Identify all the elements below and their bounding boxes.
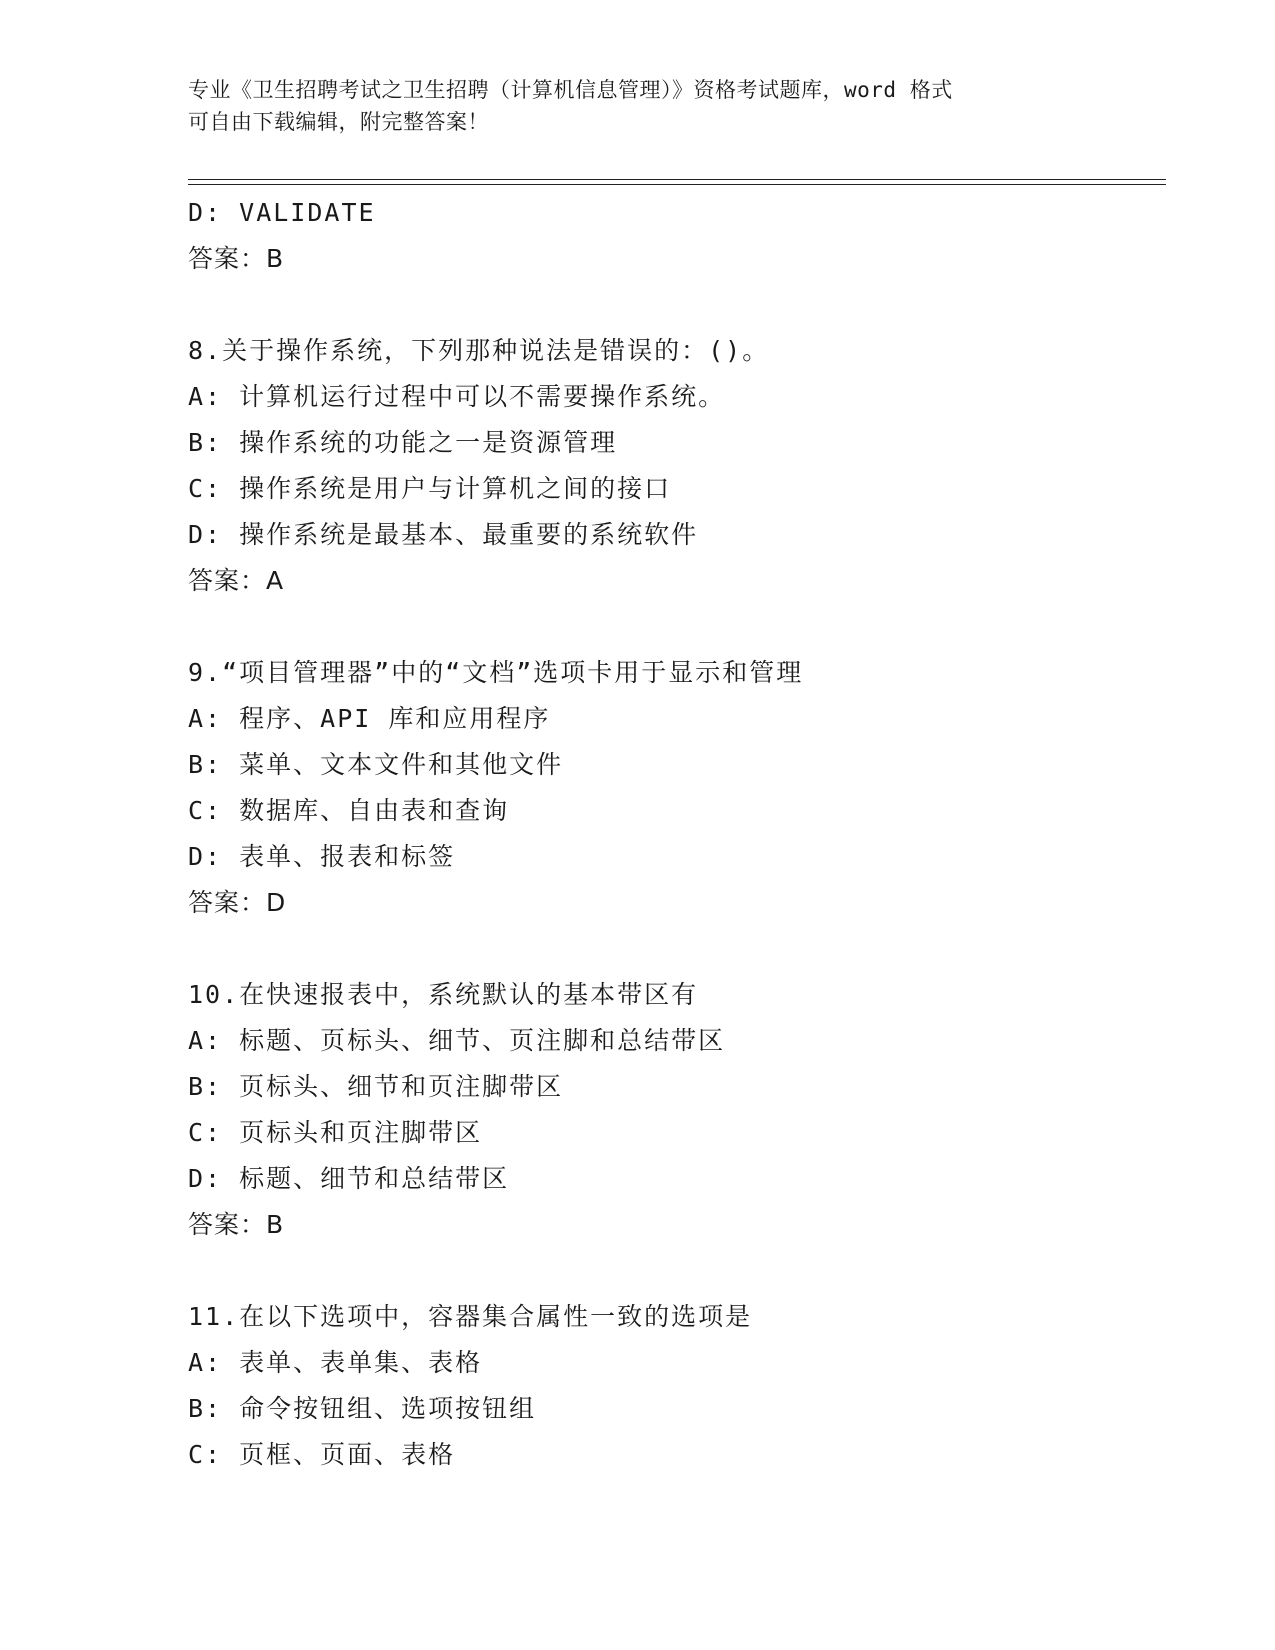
question-stem: 10.在快速报表中，系统默认的基本带区有	[188, 980, 699, 1009]
header-title-line-2: 可自由下载编辑，附完整答案！	[188, 110, 489, 134]
option-c: C: 操作系统是用户与计算机之间的接口	[188, 474, 672, 503]
spacer	[188, 604, 1168, 650]
question-stem: 9.“项目管理器”中的“文档”选项卡用于显示和管理	[188, 658, 804, 687]
option-b: B: 菜单、文本文件和其他文件	[188, 750, 564, 779]
question-10	[188, 972, 1168, 1248]
option-b: B: 操作系统的功能之一是资源管理	[188, 428, 618, 457]
spacer	[188, 282, 1168, 328]
spacer	[188, 1248, 1168, 1294]
answer-line: 答案：A	[188, 566, 285, 595]
header-title-line-1: 专业《卫生招聘考试之卫生招聘（计算机信息管理）》资格考试题库，word 格式	[188, 78, 953, 102]
option-a: A: 标题、页标头、细节、页注脚和总结带区	[188, 1026, 726, 1055]
question-list	[188, 190, 1168, 1478]
option-d: D: 操作系统是最基本、最重要的系统软件	[188, 520, 699, 549]
option-a: A: 程序、API 库和应用程序	[188, 704, 551, 733]
document-header	[188, 74, 1068, 138]
option-c: C: 数据库、自由表和查询	[188, 796, 510, 825]
question-7-answer: 答案：B	[188, 244, 285, 273]
question-11	[188, 1294, 1168, 1478]
option-a: A: 表单、表单集、表格	[188, 1348, 483, 1377]
option-d: D: 表单、报表和标签	[188, 842, 456, 871]
option-a: A: 计算机运行过程中可以不需要操作系统。	[188, 382, 726, 411]
question-stem: 11.在以下选项中，容器集合属性一致的选项是	[188, 1302, 753, 1331]
question-9	[188, 650, 1168, 926]
answer-line: 答案：B	[188, 1210, 285, 1239]
option-c: C: 页标头和页注脚带区	[188, 1118, 483, 1147]
option-b: B: 页标头、细节和页注脚带区	[188, 1072, 564, 1101]
option-b: B: 命令按钮组、选项按钮组	[188, 1394, 537, 1423]
answer-line: 答案：D	[188, 888, 287, 917]
question-8	[188, 328, 1168, 604]
question-7-option-d: D: VALIDATE	[188, 198, 376, 227]
header-divider-bottom	[188, 184, 1166, 185]
spacer	[188, 926, 1168, 972]
option-c: C: 页框、页面、表格	[188, 1440, 456, 1469]
header-divider-top	[188, 179, 1166, 180]
question-stem: 8.关于操作系统，下列那种说法是错误的：()。	[188, 336, 770, 365]
option-d: D: 标题、细节和总结带区	[188, 1164, 510, 1193]
